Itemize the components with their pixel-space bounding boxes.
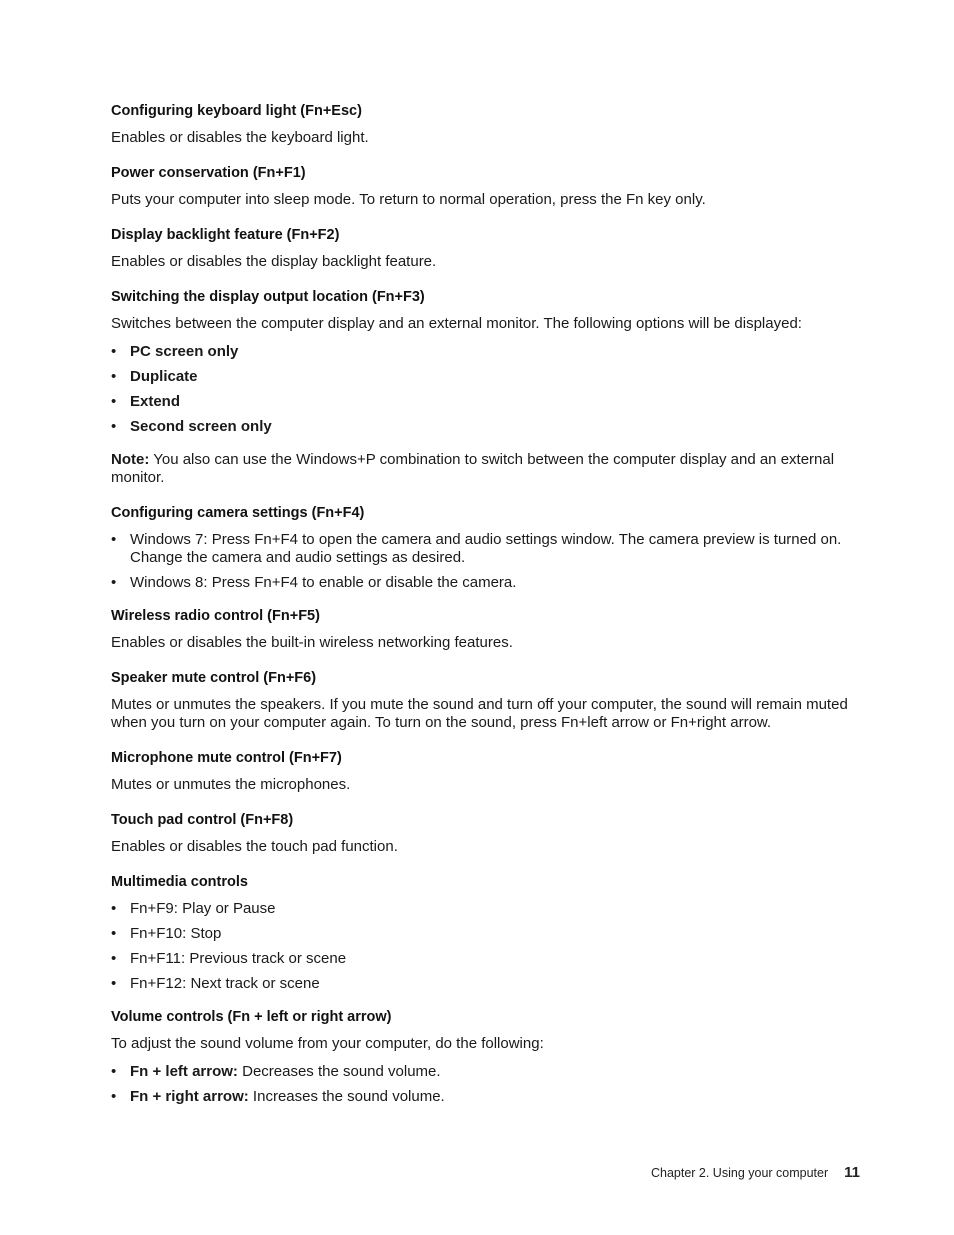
display-options-list	[111, 343, 856, 436]
list-item: • Duplicate	[111, 368, 198, 385]
section-heading: Switching the display output location (Fn+F3)	[111, 289, 425, 305]
section-keyboard-light	[111, 102, 856, 147]
list-item: • Windows 8: Press Fn+F4 to enable or disable the camera.	[111, 574, 517, 591]
page-number: 11	[844, 1164, 860, 1181]
list-item: • Windows 7: Press Fn+F4 to open the camera and audio settings window. The camera preview is turned on. Change the camera and audio settings as desired.	[111, 531, 842, 566]
section-heading: Wireless radio control (Fn+F5)	[111, 608, 320, 624]
section-heading: Power conservation (Fn+F1)	[111, 165, 306, 181]
section-heading: Configuring camera settings (Fn+F4)	[111, 505, 365, 521]
section-microphone-mute	[111, 749, 856, 794]
list-item: • Fn+F12: Next track or scene	[111, 975, 320, 992]
list-item: • Fn + right arrow: Increases the sound volume.	[111, 1088, 445, 1105]
list-item: • Extend	[111, 393, 181, 410]
page-footer	[651, 1164, 860, 1181]
section-body: Enables or disables the touch pad function.	[111, 838, 398, 855]
section-power-conservation	[111, 164, 856, 209]
section-multimedia	[111, 873, 856, 993]
section-body: Enables or disables the built-in wireless networking features.	[111, 634, 513, 651]
note	[111, 451, 856, 487]
section-speaker-mute	[111, 669, 856, 732]
section-body: Puts your computer into sleep mode. To return to normal operation, press the Fn key only.	[111, 191, 706, 208]
section-body: Enables or disables the keyboard light.	[111, 129, 369, 146]
list-item: • Fn+F10: Stop	[111, 925, 222, 942]
camera-list	[111, 531, 856, 592]
section-body: Switches between the computer display and an external monitor. The following options will be displayed:	[111, 315, 802, 332]
note-text: You also can use the Windows+P combination to switch between the computer display and an external monitor.	[111, 451, 835, 486]
section-body: To adjust the sound volume from your computer, do the following:	[111, 1035, 544, 1052]
section-touch-pad	[111, 811, 856, 856]
section-body: Enables or disables the display backlight feature.	[111, 253, 437, 270]
list-item: • Fn+F11: Previous track or scene	[111, 950, 347, 967]
page-content	[111, 102, 856, 1121]
section-display-output	[111, 288, 856, 436]
list-item: • Second screen only	[111, 418, 272, 435]
section-display-backlight	[111, 226, 856, 271]
chapter-title: Chapter 2. Using your computer	[650, 1166, 829, 1180]
section-volume	[111, 1008, 856, 1106]
list-item: • PC screen only	[111, 343, 239, 360]
section-heading: Configuring keyboard light (Fn+Esc)	[111, 103, 362, 119]
section-heading: Display backlight feature (Fn+F2)	[111, 227, 340, 243]
section-wireless-radio	[111, 607, 856, 652]
volume-list	[111, 1063, 856, 1106]
section-body: Mutes or unmutes the microphones.	[111, 776, 351, 793]
section-heading: Multimedia controls	[111, 874, 248, 890]
section-heading: Volume controls (Fn + left or right arrow)	[111, 1009, 392, 1025]
section-body: Mutes or unmutes the speakers. If you mute the sound and turn off your computer, the sound will remain muted when you turn on your computer again. To turn on the sound, press Fn+left arrow or Fn+right arrow.	[111, 696, 848, 731]
list-item: • Fn + left arrow: Decreases the sound volume.	[111, 1063, 441, 1080]
note-label: Note:	[111, 451, 150, 468]
section-heading: Touch pad control (Fn+F8)	[111, 812, 294, 828]
section-heading: Speaker mute control (Fn+F6)	[111, 670, 317, 686]
multimedia-list	[111, 900, 856, 993]
list-item: • Fn+F9: Play or Pause	[111, 900, 276, 917]
section-heading: Microphone mute control (Fn+F7)	[111, 750, 342, 766]
section-camera-settings	[111, 504, 856, 592]
